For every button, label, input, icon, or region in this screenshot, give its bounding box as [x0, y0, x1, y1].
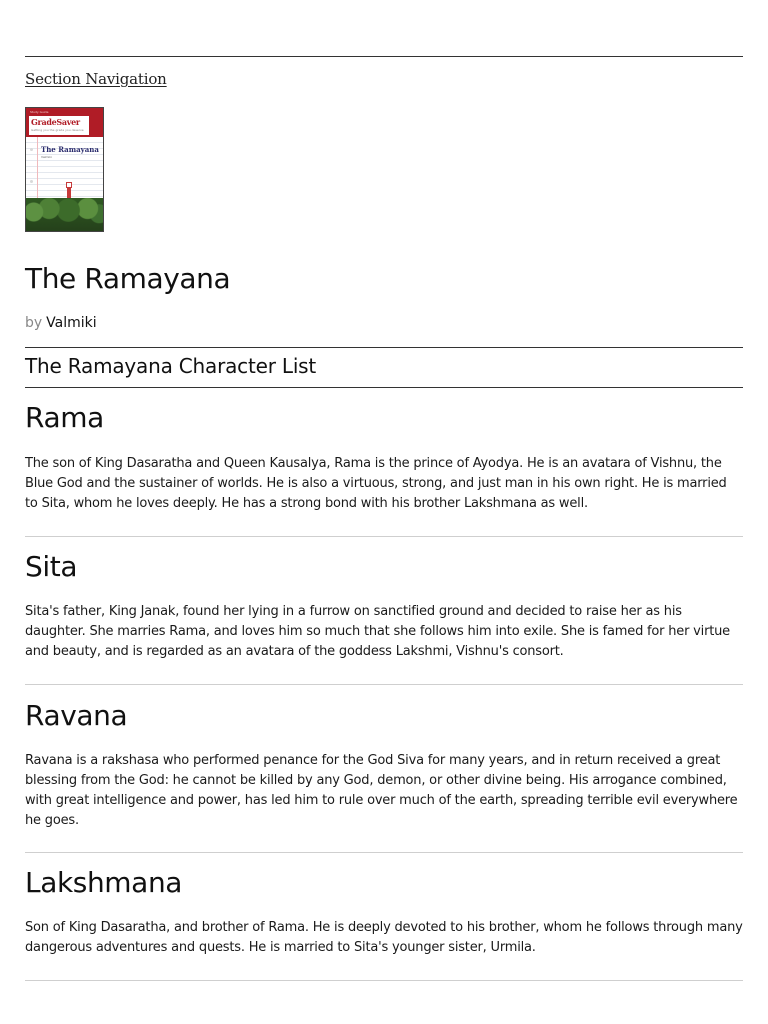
- character-description: Sita's father, King Janak, found her lying in a furrow on sanctified ground and decided to raise her as his daughter. She marries Rama, and loves him so much that she follows him into exile. She is famed for her virtue and beauty, and is regarded as an avatara of the goddess Lakshmi, Vishnu's consort.: [25, 604, 730, 659]
- book-title: The Ramayana: [25, 262, 231, 295]
- byline-prefix: by: [25, 315, 43, 331]
- top-divider: [25, 56, 743, 57]
- section-divider-bottom: [25, 387, 743, 388]
- character-divider: [25, 684, 743, 685]
- cover-author: Valmiki: [41, 155, 52, 159]
- cover-series-label: Study Guide: [30, 110, 49, 114]
- character-description: Son of King Dasaratha, and brother of Rama. He is deeply devoted to his brother, whom he follows through many dangerous adventures and quests. He is married to Sita's younger sister, Urmila.: [25, 920, 743, 955]
- character-name: Lakshmana: [25, 866, 183, 899]
- character-divider: [25, 980, 743, 981]
- section-divider-top: [25, 347, 743, 348]
- character-divider: [25, 852, 743, 853]
- cover-tower-top: [66, 182, 72, 188]
- cover-title: The Ramayana: [41, 145, 99, 154]
- section-navigation-link[interactable]: Section Navigation: [25, 70, 167, 88]
- cover-binder-hole: [30, 180, 33, 183]
- character-description: Ravana is a rakshasa who performed penance for the God Siva for many years, and in return received a great blessing from the God: he cannot be killed by any God, demon, or other divine being. His arrogance combined, with great intelligence and power, has led him to rule over much of the earth, spreading terrible evil everywhere he goes.: [25, 753, 738, 828]
- character-name: Sita: [25, 550, 78, 583]
- cover-trees-illustration: [26, 198, 103, 232]
- book-cover-image[interactable]: [25, 107, 104, 232]
- author-link[interactable]: Valmiki: [46, 315, 97, 331]
- cover-brand-logo: GradeSaver: [31, 117, 80, 127]
- character-description: The son of King Dasaratha and Queen Kausalya, Rama is the prince of Ayodya. He is an avatara of Vishnu, the Blue God and the sustainer of worlds. He is also a virtuous, strong, and just man in his own right. He is married to Sita, whom he loves deeply. He has a strong bond with his brother Lakshmana as well.: [25, 456, 727, 511]
- cover-binder-hole: [30, 148, 33, 151]
- character-list-title: The Ramayana Character List: [25, 354, 317, 378]
- character-divider: [25, 536, 743, 537]
- byline: [25, 315, 97, 331]
- character-name: Ravana: [25, 699, 128, 732]
- cover-brand-tagline: Getting you the grade you deserve: [31, 128, 84, 132]
- character-name: Rama: [25, 401, 104, 434]
